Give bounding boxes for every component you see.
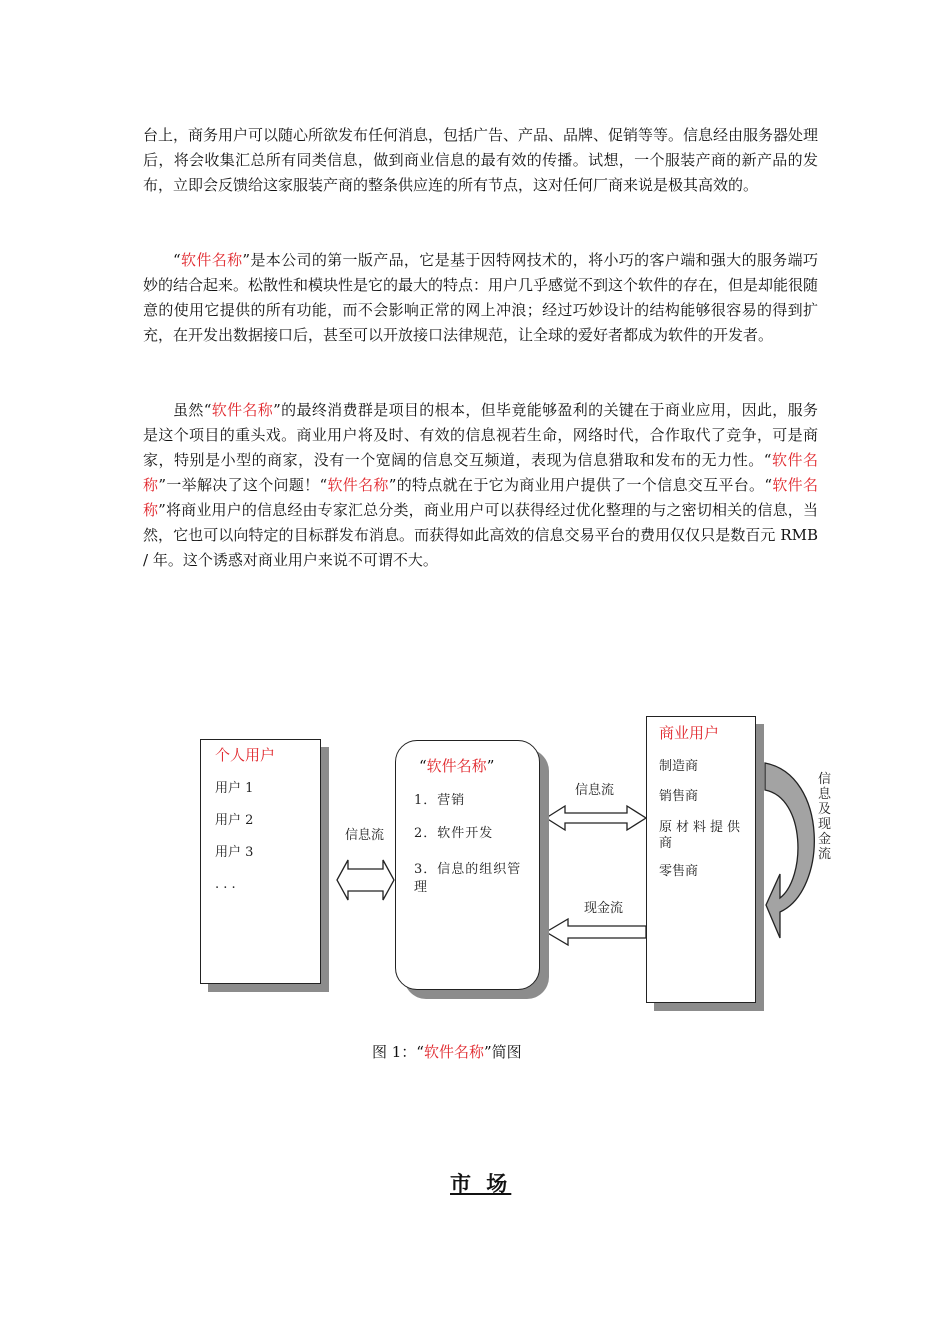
double-arrow-left <box>337 860 394 900</box>
user-item-ellipsis: . . . <box>215 877 236 892</box>
business-item: 销售商 <box>659 789 699 804</box>
paragraph-3-text-d: ”的特点就在于它为商业用户提供了一个信息交互平台。“ <box>388 476 773 494</box>
info-flow-label-right: 信息流 <box>575 783 615 798</box>
business-item: 零售商 <box>659 864 699 879</box>
software-name-highlight: 软件名称 <box>426 757 487 775</box>
caption-suffix: ”简图 <box>484 1043 522 1061</box>
figure-caption <box>372 1041 522 1062</box>
software-item: 3．信息的组织管理 <box>414 862 522 895</box>
paragraph-3-text-e: ”将商业用户的信息经由专家汇总分类，商业用户可以获得经过优化整理的与之密切相关的信息，当然，它也可以向特定的目标群发布消息。而获得如此高效的信息交易平台的费用仅仅只是数百元 RMB / 年。这个诱惑对商业用户来说不可谓不大。 <box>143 501 818 569</box>
software-name-highlight: 软件名称 <box>143 476 818 519</box>
personal-users-title: 个人用户 <box>215 746 276 764</box>
paragraph-3-text-a: 虽然“ <box>173 401 212 419</box>
business-users-title: 商业用户 <box>659 724 720 742</box>
software-name-highlight: 软件名称 <box>180 251 243 269</box>
user-item: 用户 2 <box>215 813 254 828</box>
software-name-highlight: 软件名称 <box>423 1043 484 1061</box>
caption-prefix: 图 1：“ <box>372 1043 424 1061</box>
software-item: 2．软件开发 <box>414 826 494 841</box>
paragraph-1-text: 台上，商务用户可以随心所欲发布任何消息，包括广告、产品、品牌、促销等等。信息经由服务器处理后，将会收集汇总所有同类信息，做到商业信息的最有效的传播。试想，一个服装产商的新产品的发布，立即会反馈给这家服装产商的整条供应连的所有节点，这对任何厂商来说是极其高效的。 <box>143 126 819 194</box>
software-name-highlight: 软件名称 <box>211 401 274 419</box>
cash-flow-label: 现金流 <box>584 901 624 916</box>
software-name-highlight: 软件名称 <box>143 451 818 494</box>
double-arrow-right <box>546 806 646 830</box>
business-item: 制造商 <box>659 759 699 774</box>
info-flow-label-left: 信息流 <box>345 828 385 843</box>
paragraph-2-text: ”是本公司的第一版产品，它是基于因特网技术的，将小巧的客户端和强大的服务端巧妙的结合起来。松散性和模块性是它的最大的特点：用户几乎感觉不到这个软件的存在，但是却能很随意的使用它提供的所有功能，而不会影响正常的网上冲浪；经过巧妙设计的结构能够很容易的得到扩充，在开发出数据接口后，甚至可以开放接口法律规范，让全球的爱好者都成为软件的开发者。 <box>143 251 819 344</box>
personal-users-box <box>200 739 321 984</box>
paragraph-3-text-c: ”一举解决了这个问题！“ <box>158 476 328 494</box>
software-item: 1．营销 <box>414 793 466 808</box>
software-name-highlight: 软件名称 <box>327 476 389 494</box>
quote-open: “ <box>419 757 427 775</box>
user-item: 用户 3 <box>215 845 254 860</box>
quote-close: ” <box>486 757 495 775</box>
user-item: 用户 1 <box>215 781 254 796</box>
software-title <box>419 755 494 776</box>
info-cash-flow-label: 信息及现金流 <box>818 772 832 862</box>
quote-open: “ <box>173 251 181 269</box>
loop-arrow <box>765 763 814 938</box>
cash-flow-arrow <box>546 919 646 945</box>
business-item: 原材料提供商 <box>659 820 745 851</box>
paragraph-3-text-b: ”的最终消费群是项目的根本，但毕竟能够盈利的关键在于商业应用，因此，服务是这个项目的重头戏。商业用户将及时、有效的信息视若生命，网络时代，合作取代了竞争，可是商家，特别是小型的商家，没有一个宽阔的信息交互频道，表现为信息猎取和发布的无力性。“ <box>143 401 818 469</box>
section-heading-market: 市 场 <box>450 1171 512 1196</box>
